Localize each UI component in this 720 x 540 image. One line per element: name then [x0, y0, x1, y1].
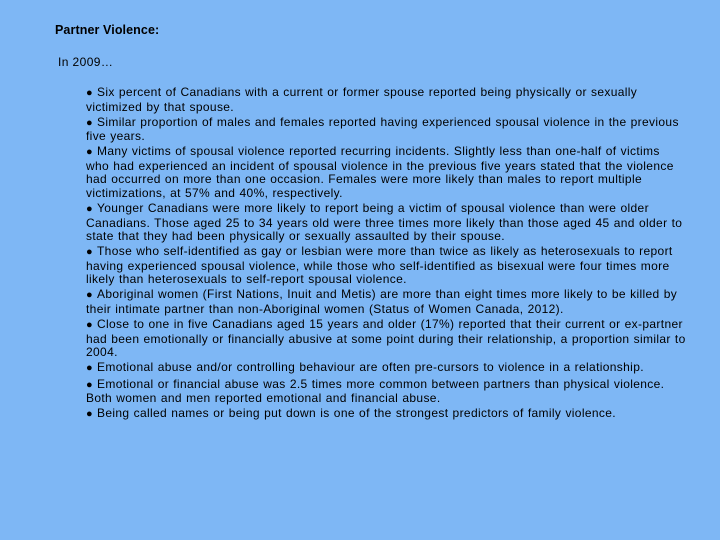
- bullet-icon: ●: [86, 319, 93, 332]
- bullet-icon: ●: [86, 203, 93, 216]
- bullet-item: [86, 361, 686, 376]
- bullet-text: Being called names or being put down is one of the strongest predictors of family violence.: [97, 406, 616, 421]
- bullet-icon: ●: [86, 362, 93, 375]
- bullet-icon: ●: [86, 289, 93, 302]
- bullet-item: [86, 318, 686, 360]
- bullet-text: Six percent of Canadians with a current or former spouse reported being physically or sexually victimized by that spouse.: [86, 85, 638, 114]
- bullet-text: Close to one in five Canadians aged 15 years and older (17%) reported that their current or ex-partner had been emotionally or financially abusive at some point during their relationship, a proportion similar to 2004.: [86, 317, 686, 360]
- bullet-text: Emotional or financial abuse was 2.5 times more common between partners than physical violence. Both women and men reported emotional and financial abuse.: [86, 376, 665, 405]
- bullet-list: [86, 86, 686, 423]
- bullet-item: [86, 116, 686, 144]
- bullet-item: [86, 245, 686, 287]
- bullet-icon: ●: [86, 378, 93, 391]
- bullet-text: Emotional abuse and/or controlling behaviour are often pre-cursors to violence in a relationship.: [97, 360, 644, 375]
- bullet-text: Younger Canadians were more likely to report being a victim of spousal violence than were older Canadians. Those aged 25 to 34 years old were three times more likely than those aged 45 and older to state that they had been physically or sexually assaulted by their spouse.: [86, 201, 683, 244]
- bullet-text: Similar proportion of males and females reported having experienced spousal violence in the previous five years.: [86, 114, 679, 144]
- bullet-item: [86, 202, 686, 244]
- bullet-icon: ●: [86, 146, 93, 159]
- slide-title: Partner Violence:: [55, 23, 160, 37]
- bullet-text: Many victims of spousal violence reported recurring incidents. Slightly less than one-half of victims who had experienced an incident of spousal violence in the previous five years stated that the violence had occurred on more than one occasion. Females were more likely than males to report multiple victimizations, at 57% and 40%, respectively.: [86, 144, 674, 200]
- bullet-item: [86, 288, 686, 316]
- bullet-icon: ●: [86, 87, 93, 99]
- bullet-item: [86, 86, 686, 114]
- bullet-item: [86, 407, 686, 422]
- bullet-icon: ●: [86, 408, 93, 421]
- intro-text: In 2009…: [58, 55, 114, 69]
- bullet-text: Those who self-identified as gay or lesbian were more than twice as likely as heterosexuals to report having experienced spousal violence, while those who self-identified as bisexual were four times more likely than heterosexuals to self-report spousal violence.: [86, 244, 673, 287]
- bullet-icon: ●: [86, 246, 93, 259]
- bullet-item: [86, 378, 686, 406]
- bullet-text: Aboriginal women (First Nations, Inuit and Metis) are more than eight times more likely to be killed by their intimate partner than non-Aboriginal women (Status of Women Canada, 2012).: [86, 287, 678, 316]
- bullet-icon: ●: [86, 116, 93, 129]
- bullet-item: [86, 145, 686, 200]
